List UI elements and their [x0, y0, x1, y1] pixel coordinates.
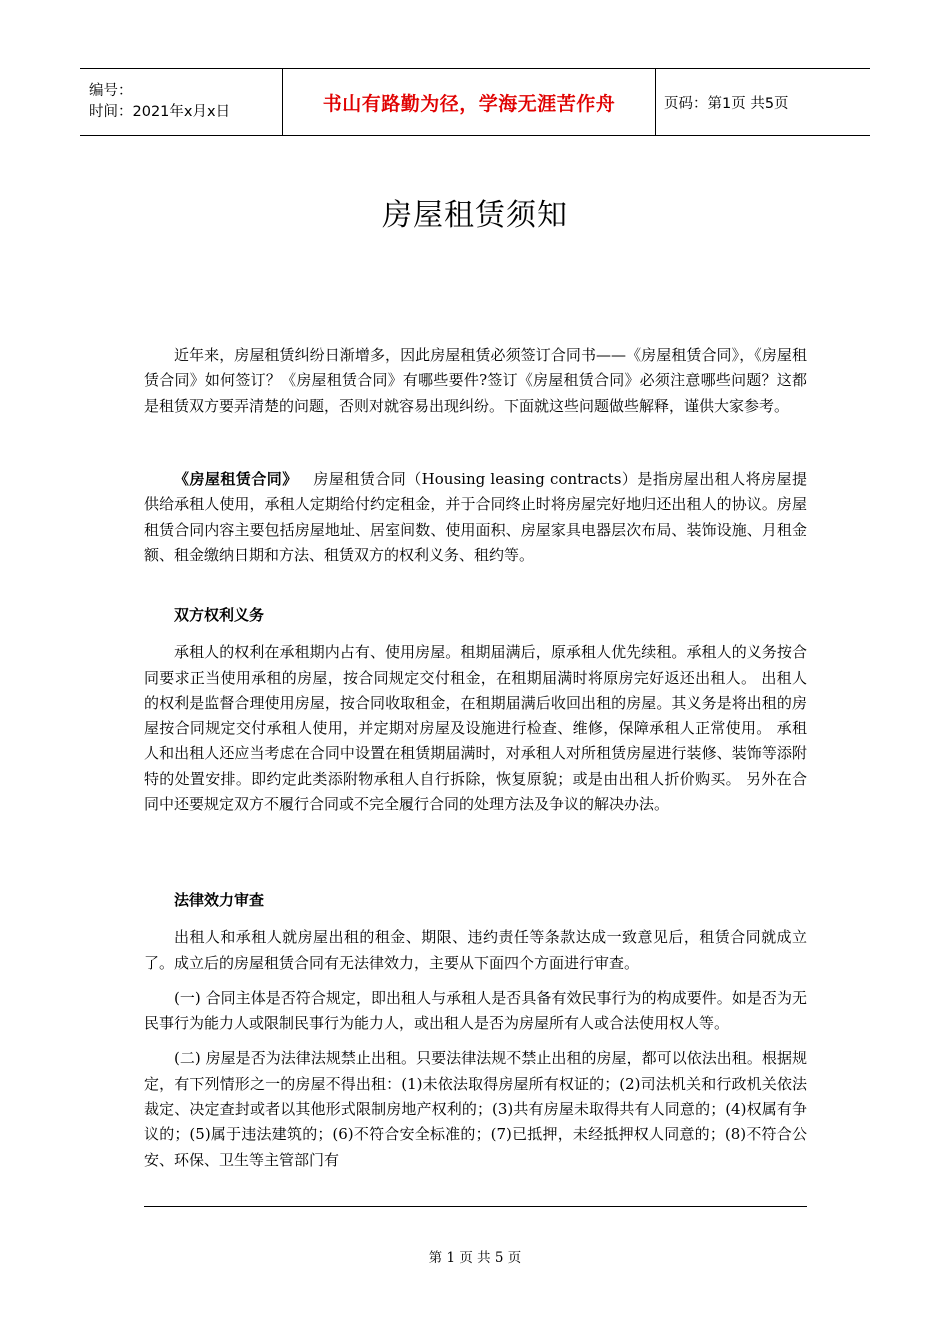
number-label: 编号：	[89, 83, 133, 99]
rights-paragraph: 承租人的权利在承租期内占有、使用房屋。租期届满后，原承租人优先续租。承租人的义务按合同要求正当使用承租的房屋，按合同规定交付租金，在租期届满时将原房完好返还出租人。 出租人的权利是监督合理使用房屋，按合同收取租金，在租期届满后收回出租的房屋。其义务是将出租的房屋按合同规定交付承租人使用，并定期对房屋及设施进行检查、维修，保障承租人正常使用。 承租人和出租人还应当考虑在合同中设置在租赁期届满时，对承租人对所租赁房屋进行装修、装饰等添附特的处置安排。即约定此类添附物承租人自行拆除，恢复原貌；或是由出租人折价购买。 另外在合同中还要规定双方不履行合同或不完全履行合同的处理方法及争议的解决办法。	[144, 643, 807, 814]
legal-heading: 法律效力审查	[174, 891, 265, 909]
header-meta	[80, 69, 282, 135]
date-label: 时间：2021年x月x日	[89, 104, 231, 120]
contract-term: 《房屋租赁合同》	[174, 470, 298, 488]
contract-definition: 房屋租赁合同（Housing leasing contracts）是指房屋出租人将房屋提供给承租人使用，承租人定期给付约定租金，并于合同终止时将房屋完好地归还出租人的协议。房屋租赁合同内容主要包括房屋地址、居室间数、使用面积、房屋家具电器层次布局、装饰设施、月租金额、租金缴纳日期和方法、租赁双方的权利义务、租约等。	[144, 470, 807, 564]
legal-item-1: (一) 合同主体是否符合规定，即出租人与承租人是否具备有效民事行为的构成要件。如是否为无民事行为能力人或限制民事行为能力人，或出租人是否为房屋所有人或合法使用权人等。	[144, 988, 807, 1033]
contract-section	[144, 467, 807, 568]
legal-intro-paragraph: 出租人和承租人就房屋出租的租金、期限、违约责任等条款达成一致意见后，租赁合同就成立了。成立后的房屋租赁合同有无法律效力，主要从下面四个方面进行审查。	[144, 928, 807, 972]
rights-heading: 双方权利义务	[174, 606, 265, 624]
footer-rule	[144, 1206, 807, 1207]
page-footer: 第 1 页 共 5 页	[428, 1250, 522, 1266]
contract-paragraph	[144, 467, 807, 568]
legal-item-2: (二) 房屋是否为法律法规禁止出租。只要法律法规不禁止出租的房屋，都可以依法出租。根据规定，有下列情形之一的房屋不得出租：(1)未依法取得房屋所有权证的；(2)司法机关和行政机关依法裁定、决定查封或者以其他形式限制房地产权利的；(3)共有房屋未取得共有人同意的；(4)权属有争议的；(5)属于违法建筑的；(6)不符合安全标准的；(7)已抵押，未经抵押权人同意的；(8)不符合公安、环保、卫生等主管部门有	[144, 1049, 807, 1169]
rights-section	[144, 603, 807, 817]
document-header	[80, 68, 870, 136]
legal-section	[144, 888, 807, 1173]
header-page-info: 页码：第1页 共5页	[664, 95, 789, 112]
intro-section	[144, 343, 807, 419]
intro-paragraph: 近年来，房屋租赁纠纷日渐增多，因此房屋租赁必须签订合同书——《房屋租赁合同》，《房屋租赁合同》如何签订？《房屋租赁合同》有哪些要件?签订《房屋租赁合同》必须注意哪些问题？这都是租赁双方要弄清楚的问题，否则对就容易出现纠纷。下面就这些问题做些解释，谨供大家参考。	[144, 346, 807, 415]
header-motto-cell	[282, 69, 656, 135]
document-title: 房屋租赁须知	[382, 198, 568, 233]
header-motto: 书山有路勤为径，学海无涯苦作舟	[322, 92, 616, 115]
